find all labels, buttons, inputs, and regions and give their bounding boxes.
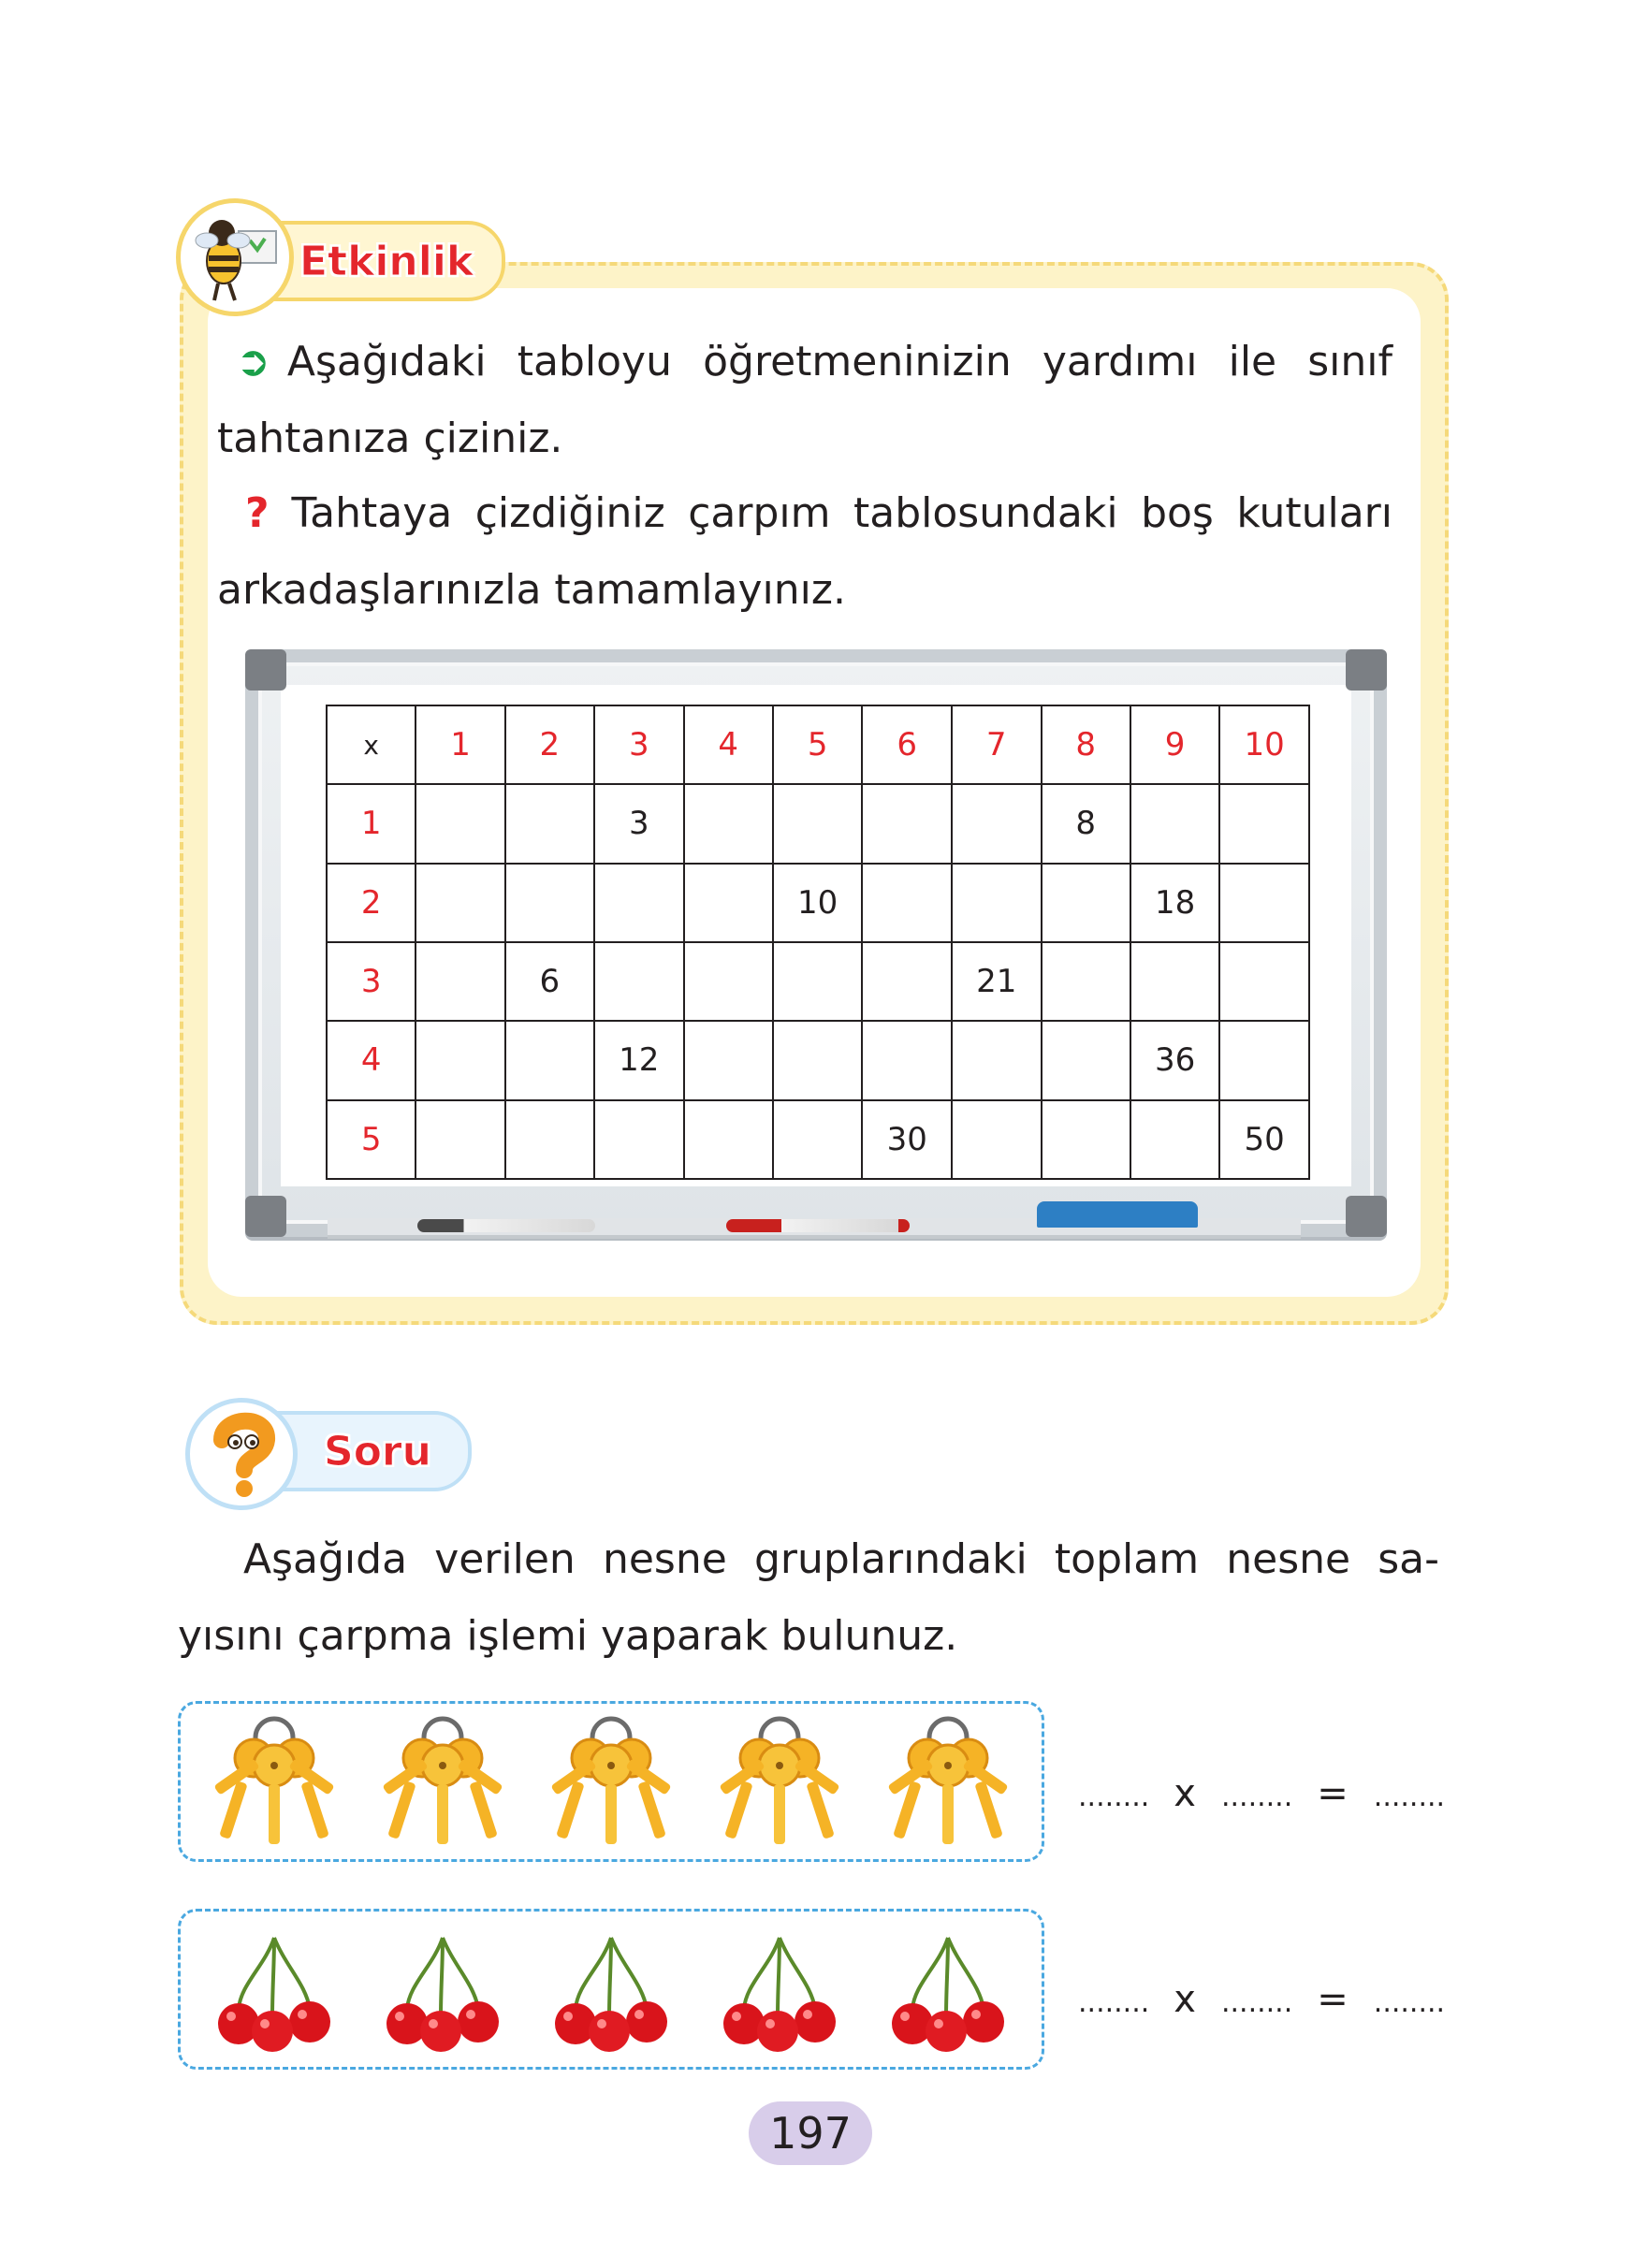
activity-badge-label: Etkinlik <box>299 238 474 285</box>
question-text: Aşağıda verilen nesne gruplarındaki toplam nesne sa- yısını çarpma işlemi yaparak bulunuz. <box>178 1535 1439 1660</box>
empty-table-cell[interactable] <box>416 1021 504 1099</box>
times-sign: x <box>1174 1978 1197 2021</box>
key-bunch-icon <box>705 1711 854 1852</box>
empty-table-cell[interactable] <box>1219 942 1309 1021</box>
column-header-cell: 6 <box>862 705 952 784</box>
whiteboard-corner-icon <box>245 1196 286 1237</box>
empty-table-cell[interactable] <box>1219 784 1309 863</box>
empty-table-cell[interactable] <box>505 1021 594 1099</box>
table-cell: 18 <box>1130 864 1220 942</box>
empty-table-cell[interactable] <box>416 942 504 1021</box>
table-row <box>327 1021 1309 1099</box>
bee-mascot-icon <box>176 198 294 316</box>
empty-table-cell[interactable] <box>594 942 684 1021</box>
cherry-icon <box>705 1919 854 2059</box>
empty-table-cell[interactable] <box>684 1021 773 1099</box>
answer-blank[interactable]: ........ <box>1373 1986 1446 2019</box>
empty-table-cell[interactable] <box>505 1100 594 1179</box>
table-row <box>327 1100 1309 1179</box>
red-marker-icon <box>726 1219 910 1232</box>
answer-blank[interactable]: ........ <box>1373 1781 1446 1813</box>
red-question-icon: ? <box>245 489 270 537</box>
row-header-cell: 4 <box>327 1021 416 1099</box>
equals-sign: = <box>1317 1772 1349 1815</box>
black-marker-icon <box>417 1219 595 1232</box>
answer-blank[interactable]: ........ <box>1220 1986 1293 2019</box>
multiplication-table <box>326 705 1310 1180</box>
empty-table-cell[interactable] <box>684 1100 773 1179</box>
answer-blank[interactable]: ........ <box>1078 1781 1150 1813</box>
table-header-row <box>327 705 1309 784</box>
empty-table-cell[interactable] <box>416 784 504 863</box>
table-operator-cell: x <box>327 705 416 784</box>
empty-table-cell[interactable] <box>773 1100 863 1179</box>
row-header-cell: 1 <box>327 784 416 863</box>
empty-table-cell[interactable] <box>862 942 952 1021</box>
key-bunch-icon <box>873 1711 1023 1852</box>
column-header-cell: 5 <box>773 705 863 784</box>
empty-table-cell[interactable] <box>1130 942 1220 1021</box>
row-header-cell: 3 <box>327 942 416 1021</box>
key-bunch-icon <box>368 1711 518 1852</box>
cherry-icon <box>873 1919 1023 2059</box>
column-header-cell: 2 <box>505 705 594 784</box>
cherry-icon <box>368 1919 518 2059</box>
green-arrow-icon: ➲ <box>236 338 270 385</box>
times-sign: x <box>1174 1772 1197 1815</box>
empty-table-cell[interactable] <box>862 1021 952 1099</box>
column-header-cell: 8 <box>1042 705 1130 784</box>
table-cell: 10 <box>773 864 863 942</box>
equation-keys <box>1078 1772 1445 1815</box>
question-badge-label: Soru <box>324 1428 431 1476</box>
empty-table-cell[interactable] <box>594 864 684 942</box>
table-row <box>327 942 1309 1021</box>
empty-table-cell[interactable] <box>952 1021 1042 1099</box>
answer-blank[interactable]: ........ <box>1078 1986 1150 2019</box>
column-header-cell: 4 <box>684 705 773 784</box>
key-bunch-icon <box>199 1711 349 1852</box>
empty-table-cell[interactable] <box>773 1021 863 1099</box>
empty-table-cell[interactable] <box>594 1100 684 1179</box>
cherry-icon <box>199 1919 349 2059</box>
empty-table-cell[interactable] <box>416 864 504 942</box>
equation-cherries <box>1078 1978 1445 2021</box>
empty-table-cell[interactable] <box>1042 1100 1130 1179</box>
table-cell: 3 <box>594 784 684 863</box>
table-cell: 21 <box>952 942 1042 1021</box>
column-header-cell: 1 <box>416 705 504 784</box>
empty-table-cell[interactable] <box>952 1100 1042 1179</box>
table-cell: 12 <box>594 1021 684 1099</box>
table-cell: 30 <box>862 1100 952 1179</box>
empty-table-cell[interactable] <box>505 864 594 942</box>
column-header-cell: 7 <box>952 705 1042 784</box>
row-header-cell: 2 <box>327 864 416 942</box>
empty-table-cell[interactable] <box>1219 1021 1309 1099</box>
table-cell: 6 <box>505 942 594 1021</box>
empty-table-cell[interactable] <box>1219 864 1309 942</box>
empty-table-cell[interactable] <box>1042 942 1130 1021</box>
empty-table-cell[interactable] <box>505 784 594 863</box>
activity-instruction-1: ➲ Aşağıdaki tabloyu öğretmeninizin yardımı ile sınıf tahtanıza çiziniz. <box>217 338 1392 462</box>
key-group-box <box>178 1701 1044 1862</box>
column-header-cell: 10 <box>1219 705 1309 784</box>
key-bunch-icon <box>536 1711 686 1852</box>
question-mark-mascot-icon <box>185 1398 298 1510</box>
table-cell: 50 <box>1219 1100 1309 1179</box>
row-header-cell: 5 <box>327 1100 416 1179</box>
cherry-icon <box>536 1919 686 2059</box>
eraser-icon <box>1037 1201 1198 1228</box>
empty-table-cell[interactable] <box>684 942 773 1021</box>
empty-table-cell[interactable] <box>773 784 863 863</box>
activity-instruction-2: ? Tahtaya çizdiğiniz çarpım tablosundaki boş kutuları arkadaşlarınızla tamamlayınız. <box>217 489 1392 614</box>
empty-table-cell[interactable] <box>416 1100 504 1179</box>
empty-table-cell[interactable] <box>1042 1021 1130 1099</box>
empty-table-cell[interactable] <box>684 864 773 942</box>
empty-table-cell[interactable] <box>952 864 1042 942</box>
empty-table-cell[interactable] <box>1042 864 1130 942</box>
column-header-cell: 9 <box>1130 705 1220 784</box>
table-row <box>327 784 1309 863</box>
whiteboard-corner-icon <box>245 649 286 691</box>
whiteboard-corner-icon <box>1346 1196 1387 1237</box>
empty-table-cell[interactable] <box>862 864 952 942</box>
empty-table-cell[interactable] <box>1130 784 1220 863</box>
cherry-group-box <box>178 1909 1044 2070</box>
column-header-cell: 3 <box>594 705 684 784</box>
table-row <box>327 864 1309 942</box>
answer-blank[interactable]: ........ <box>1220 1781 1293 1813</box>
empty-table-cell[interactable] <box>684 784 773 863</box>
table-cell: 8 <box>1042 784 1130 863</box>
empty-table-cell[interactable] <box>862 784 952 863</box>
page-number: 197 <box>749 2101 872 2165</box>
equals-sign: = <box>1317 1978 1349 2021</box>
empty-table-cell[interactable] <box>773 942 863 1021</box>
table-cell: 36 <box>1130 1021 1220 1099</box>
whiteboard-corner-icon <box>1346 649 1387 691</box>
empty-table-cell[interactable] <box>1130 1100 1220 1179</box>
empty-table-cell[interactable] <box>952 784 1042 863</box>
